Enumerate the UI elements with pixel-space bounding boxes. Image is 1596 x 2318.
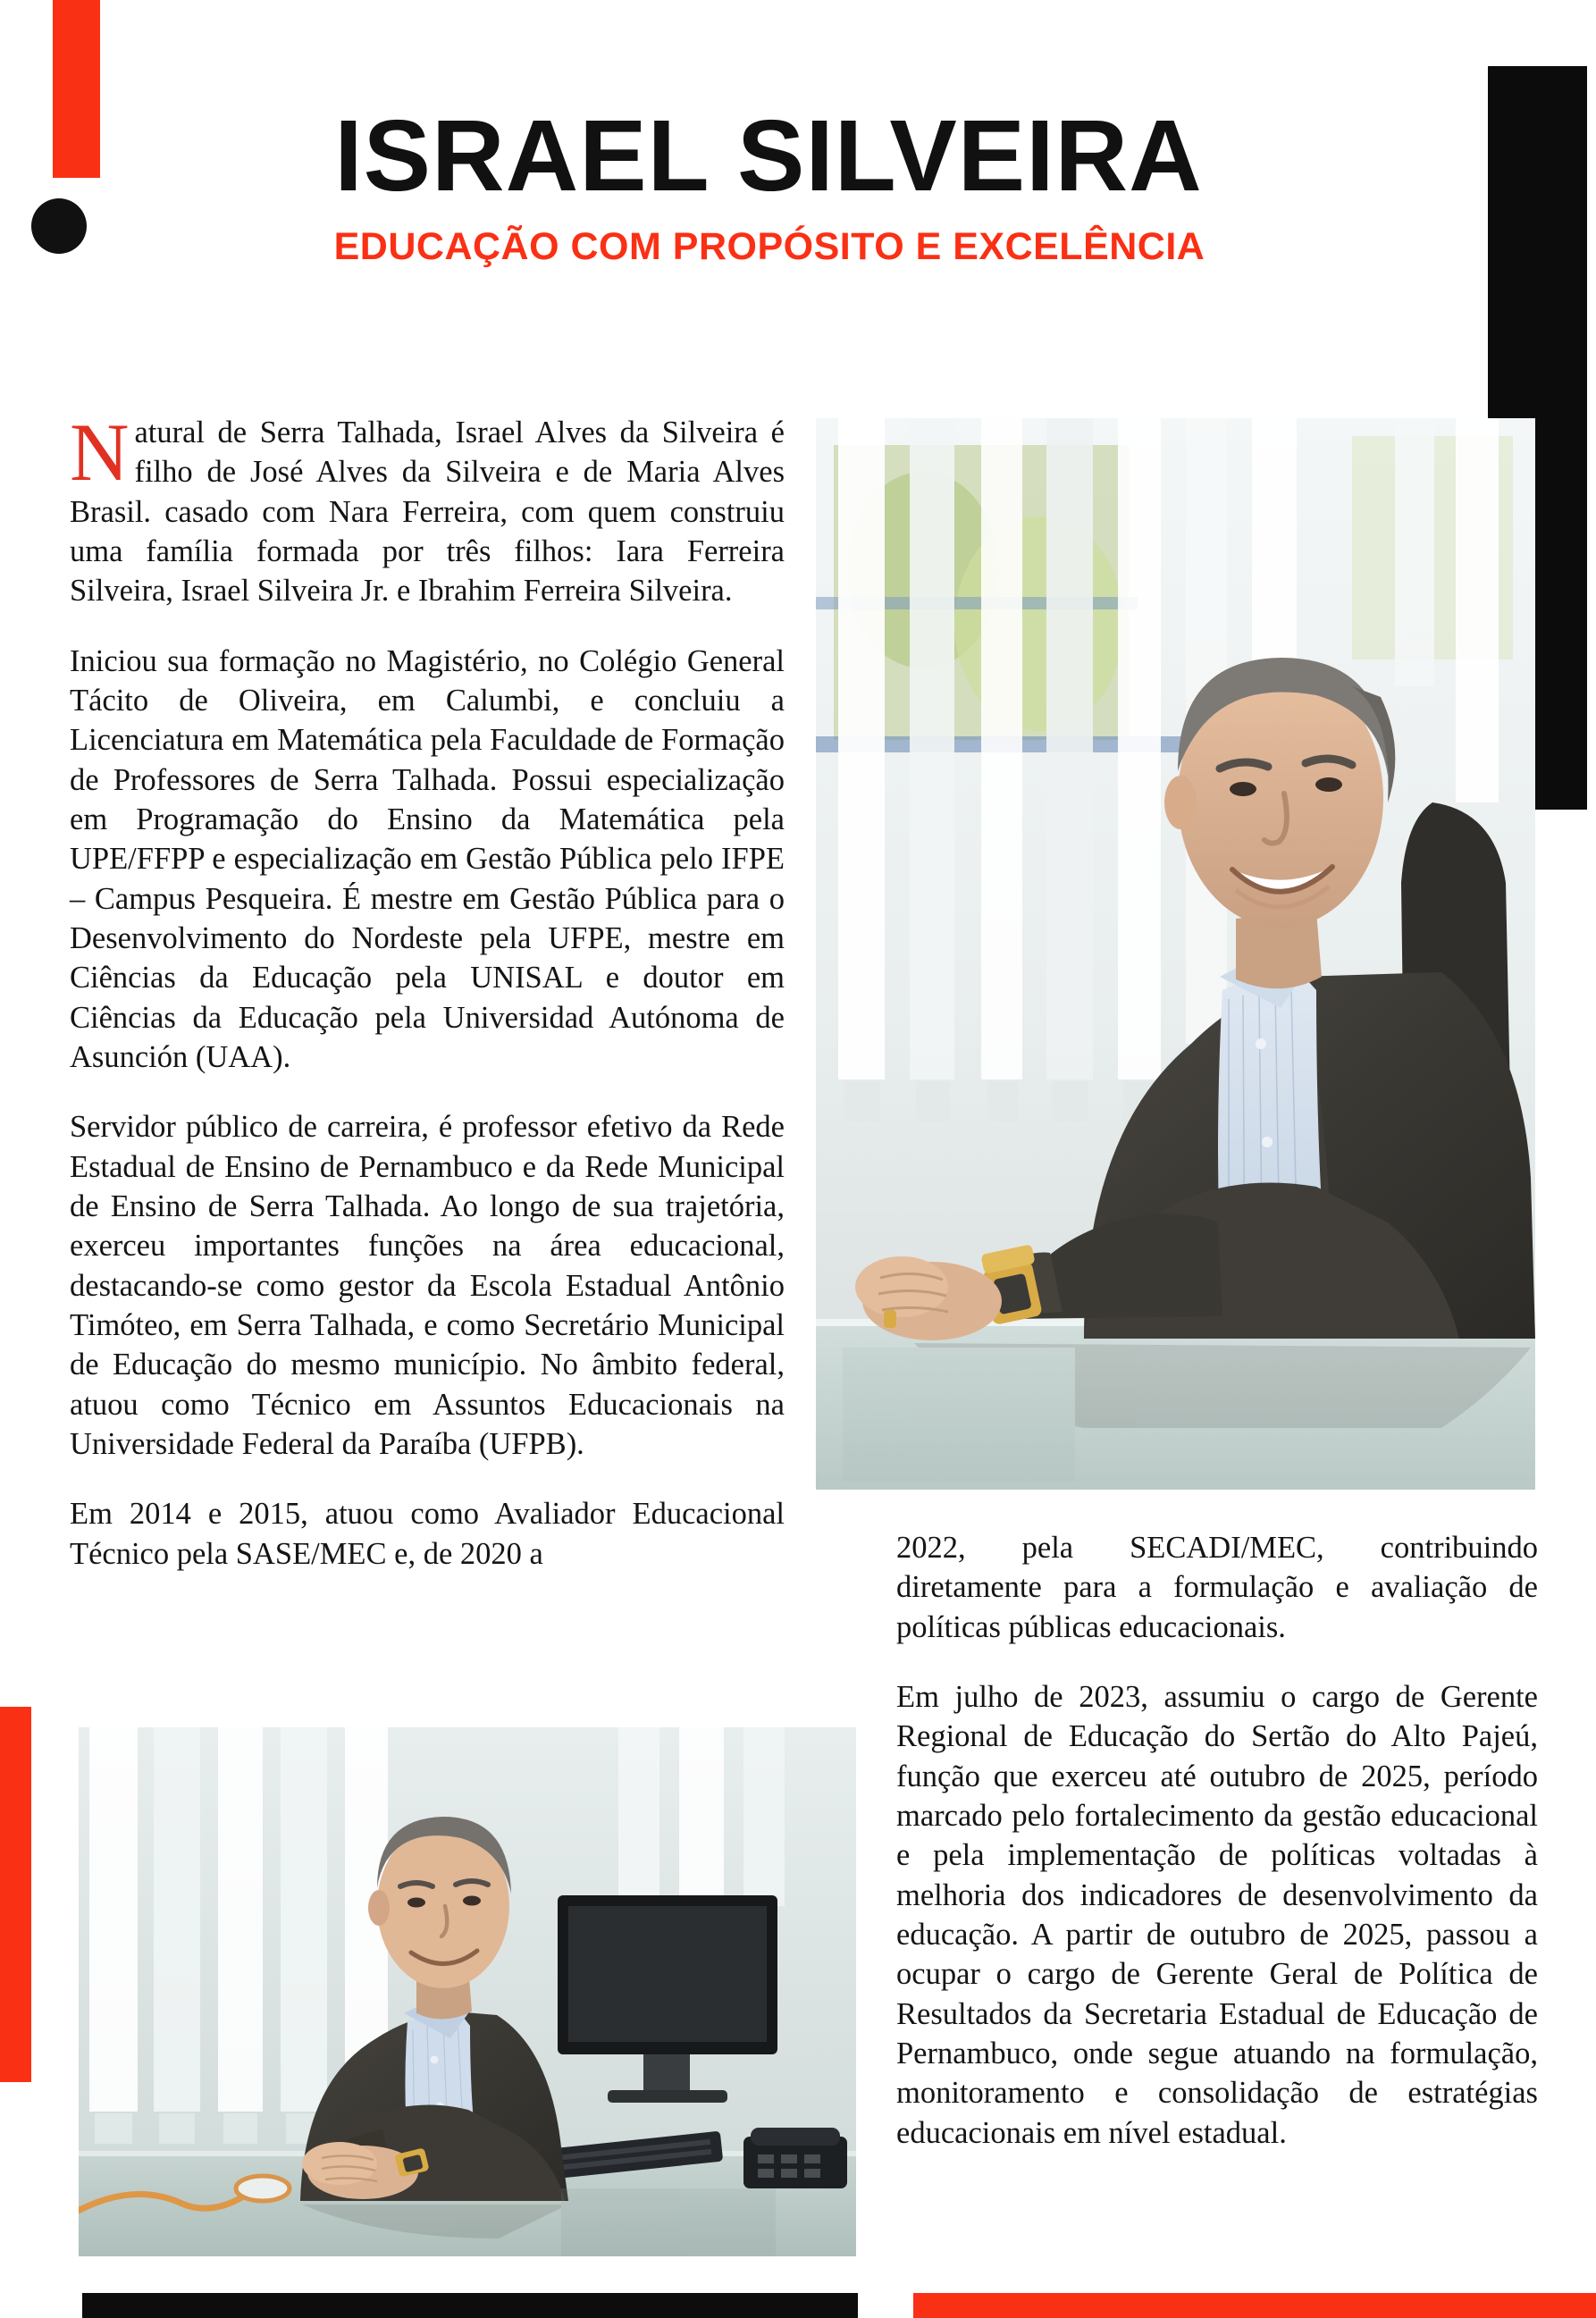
portrait-photo-top-image [816,418,1535,1490]
paragraph-1 [70,407,785,611]
drop-cap-letter: N [70,407,130,498]
paragraph-5: Em julho de 2023, assumiu o cargo de Gerente Regional de Educação do Sertão do Alto Pajeú, função que exerceu até outubro de 2025, período marcado pelo fortalecimento da gestão educacional e pela implementação de políticas voltadas à melhoria dos indicadores de desenvolvimento da educação. A partir de outubro de 2025, passou a ocupar o cargo de Gerente Geral de Política de Resultados da Secretaria Estadual de Educação de Pernambuco, onde segue atuando na formulação, monitoramento e consolidação de estratégias educacionais em nível estadual. [896,1679,1538,2150]
page-title: ISRAEL SILVEIRA [334,99,1203,212]
portrait-photo-top [816,418,1535,1490]
portrait-photo-bottom [79,1727,856,2256]
paragraph-3: Servidor público de carreira, é professor efetivo da Rede Estadual de Ensino de Pernambuco e da Rede Municipal de Ensino de Serra Talhada. Ao longo de sua trajetória, exerceu importantes funções na área educacional, destacando-se como gestor da Escola Estadual Antônio Timóteo, em Serra Talhada, e como Secretário Municipal de Educação do mesmo município. No âmbito federal, atuou como Técnico em Assuntos Educacionais na Universidade Federal da Paraíba (UFPB). [70,1110,785,1461]
decorative-red-left-bar [0,1707,31,2082]
left-text-column [70,407,785,1574]
paragraph-1-text: atural de Serra Talhada, Israel Alves da Silveira é filho de José Alves da Silveira e de Maria Alves Brasil. casado com Nara Ferreira, com quem construiu uma família formada por três filhos: Iara Ferreira Silveira, Israel Silveira Jr. e Ibrahim Ferreira Silveira. [70,416,785,609]
right-text-column [896,1528,1538,2153]
decorative-red-bottom-bar [913,2293,1596,2318]
paragraph-2: Iniciou sua formação no Magistério, no Colégio General Tácito de Oliveira, em Calumbi, e concluiu a Licenciatura em Matemática pela Faculdade de Formação de Professores de Serra Talhada. Possui especialização em Programação do Ensino da Matemática pela UPE/FFPP e especialização em Gestão Pública pelo IFPE – Campus Pesqueira. É mestre em Gestão Pública para o Desenvolvimento do Nordeste pela UFPE, mestre em Ciências da Educação pela UNISAL e doutor em Ciências da Educação pela Universidad Autónoma de Asunción (UAA). [70,643,785,1074]
paragraph-4-continued: 2022, pela SECADI/MEC, contribuindo diretamente para a formulação e avaliação de políticas públicas educacionais. [896,1531,1538,1644]
paragraph-4-start: Em 2014 e 2015, atuou como Avaliador Educacional Técnico pela SASE/MEC e, de 2020 a [70,1497,785,1571]
portrait-photo-bottom-image [79,1727,856,2256]
page-subtitle: EDUCAÇÃO COM PROPÓSITO E EXCELÊNCIA [333,225,1205,268]
page-header [0,99,1439,268]
decorative-black-bottom-bar [82,2293,858,2318]
